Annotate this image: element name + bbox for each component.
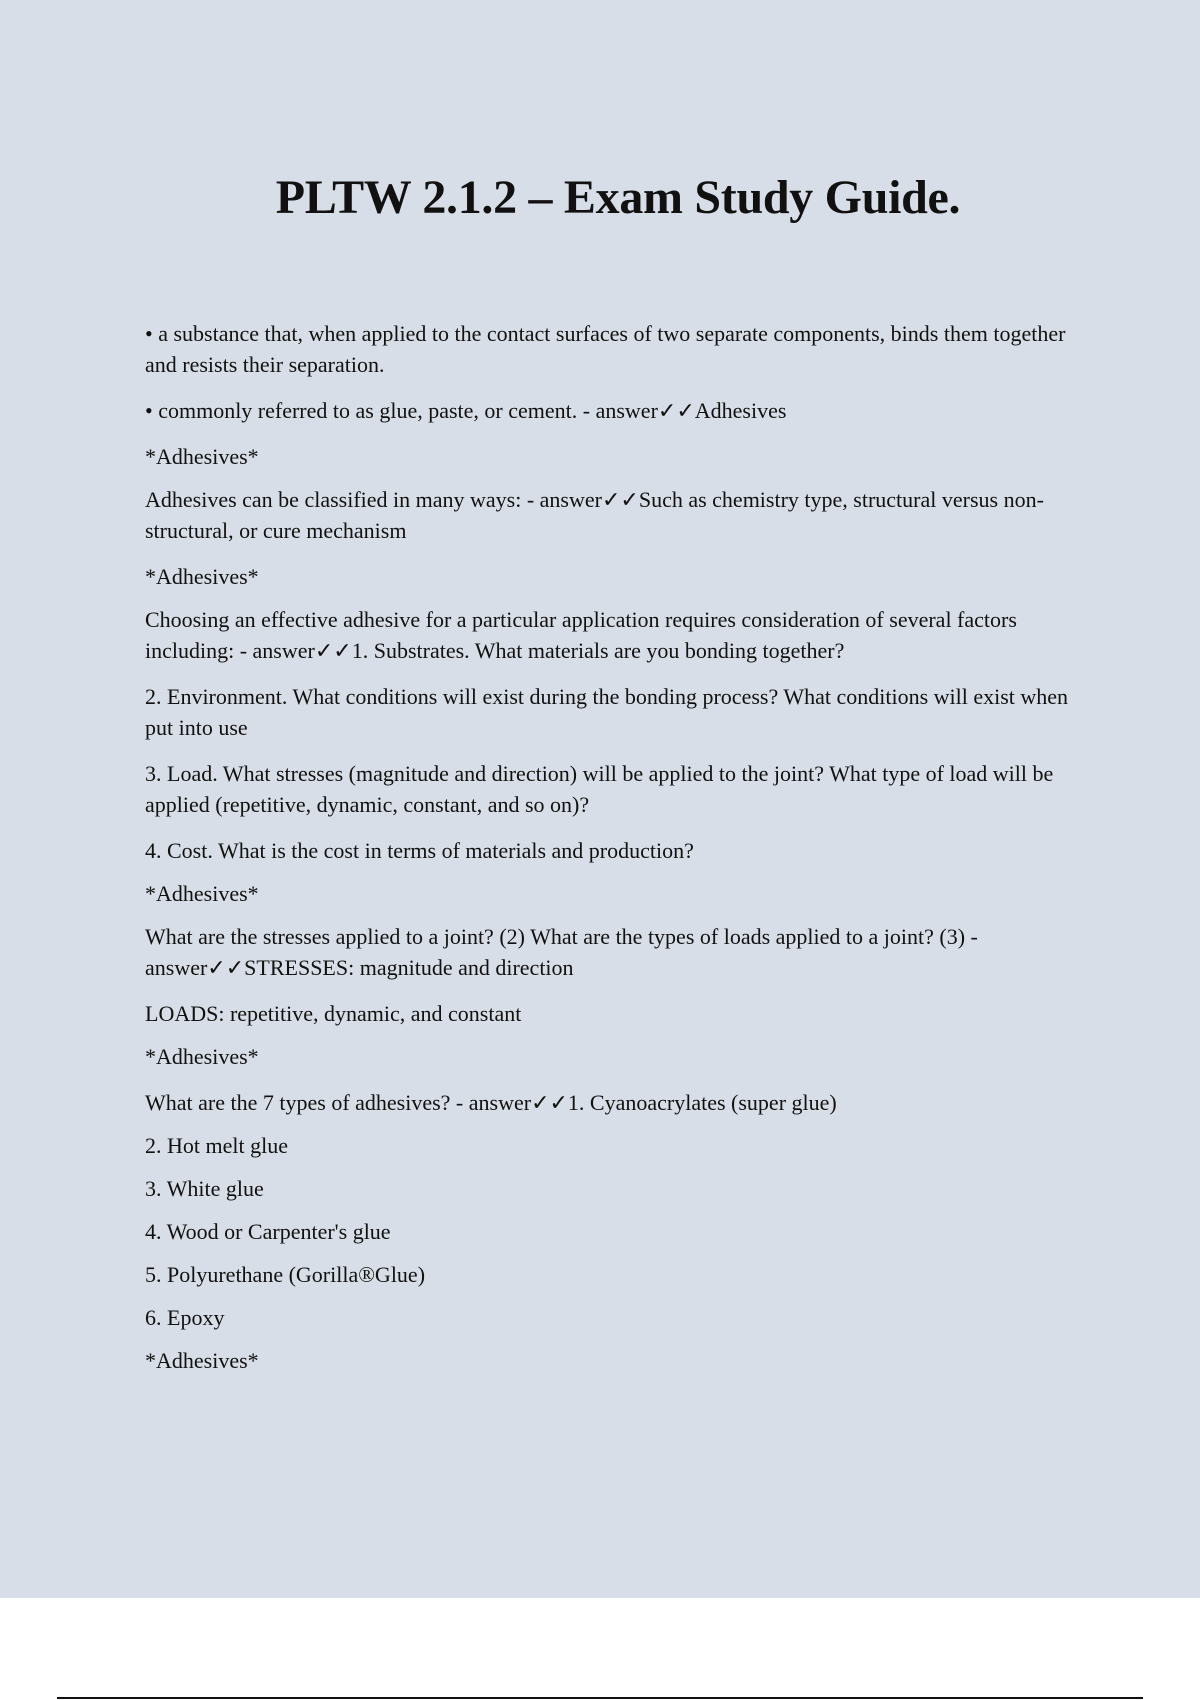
section-tag: *Adhesives*	[145, 1044, 259, 1069]
footer-divider	[57, 1697, 1143, 1699]
list-item-epoxy: 6. Epoxy	[145, 1305, 225, 1330]
paragraph-types-question: What are the 7 types of adhesives? - answer✓✓1. Cyanoacrylates (super glue)	[145, 1090, 837, 1115]
list-item-polyurethane: 5. Polyurethane (Gorilla®Glue)	[145, 1262, 426, 1287]
paragraph-load: 3. Load. What stresses (magnitude and direction) will be applied to the joint? What type of load will be applied (repetitive, dynamic, constant, and so on)?	[145, 761, 1054, 817]
section-tag: *Adhesives*	[145, 1348, 259, 1373]
paragraph-environment: 2. Environment. What conditions will exist during the bonding process? What conditions will exist when put into use	[145, 684, 1069, 740]
document-title: PLTW 2.1.2 – Exam Study Guide.	[275, 171, 961, 224]
paragraph-definition: • a substance that, when applied to the contact surfaces of two separate components, binds them together and resists their separation.	[145, 321, 1066, 377]
section-tag: *Adhesives*	[145, 444, 259, 469]
paragraph-choosing-adhesive: Choosing an effective adhesive for a particular application requires consideration of several factors including: - answer✓✓1. Substrates. What materials are you bonding together?	[145, 607, 1017, 663]
list-item-wood-glue: 4. Wood or Carpenter's glue	[145, 1219, 391, 1244]
section-tag: *Adhesives*	[145, 881, 259, 906]
paragraph-classification: Adhesives can be classified in many ways: - answer✓✓Such as chemistry type, structural versus non-structural, or cure mechanism	[145, 487, 1044, 543]
paragraph-common-names: • commonly referred to as glue, paste, or cement. - answer✓✓Adhesives	[145, 398, 787, 423]
list-item-white-glue: 3. White glue	[145, 1176, 264, 1201]
paragraph-loads: LOADS: repetitive, dynamic, and constant	[145, 1001, 522, 1026]
paragraph-stresses-question: What are the stresses applied to a joint? (2) What are the types of loads applied to a joint? (3) - answer✓✓STRESSES: magnitude and direction	[145, 924, 978, 980]
paragraph-cost: 4. Cost. What is the cost in terms of materials and production?	[145, 838, 694, 863]
list-item-hot-melt: 2. Hot melt glue	[145, 1133, 288, 1158]
section-tag: *Adhesives*	[145, 564, 259, 589]
document-body	[145, 318, 1085, 1388]
